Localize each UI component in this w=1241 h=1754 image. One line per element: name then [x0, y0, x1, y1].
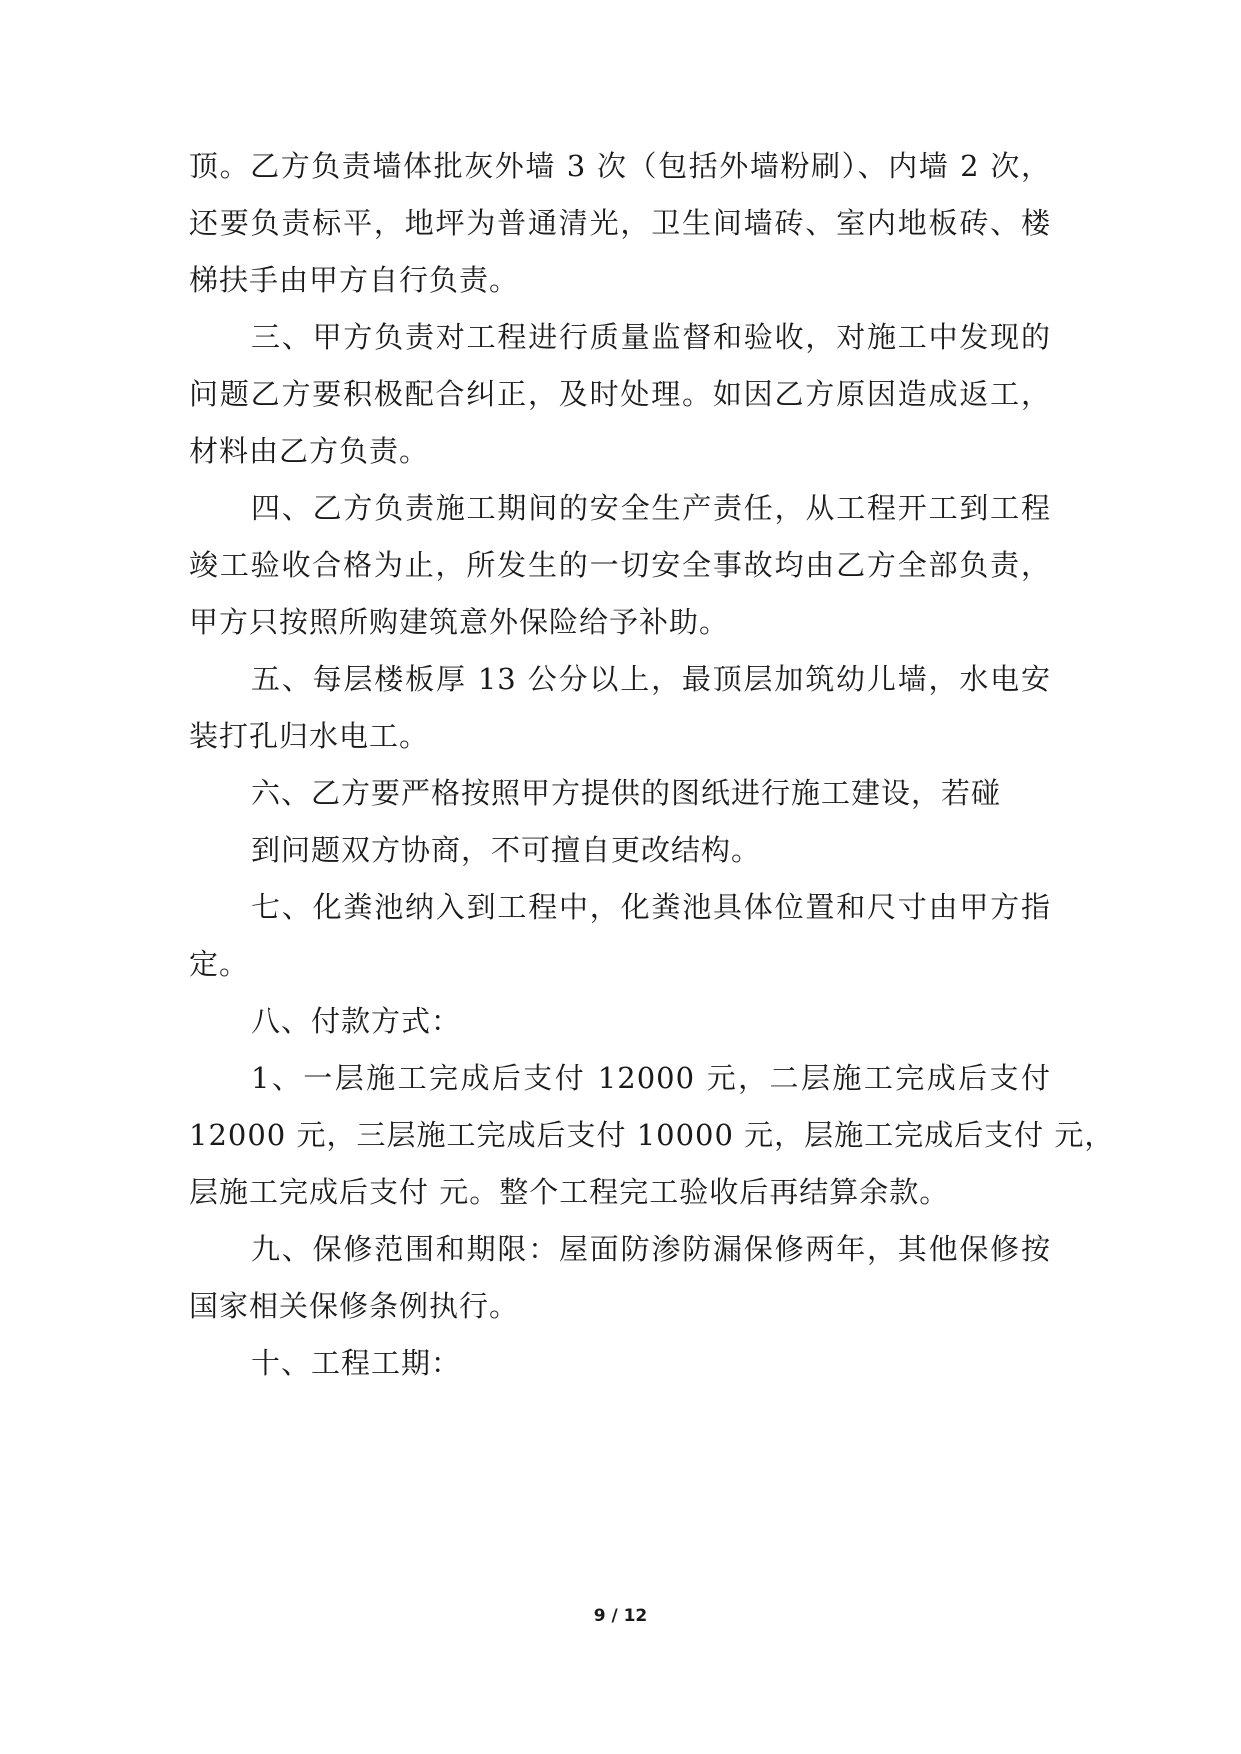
text-line: 还要负责标平，地坪为普通清光，卫生间墙砖、室内地板砖、楼: [189, 206, 1051, 240]
text-line: 装打孔归水电工。: [189, 719, 430, 753]
text-line: 12000 元，三层施工完成后支付 10000 元，层施工完成后支付 元，: [189, 1118, 1115, 1152]
text-line: 五、每层楼板厚 13 公分以上，最顶层加筑幼儿墙，水电安: [251, 662, 1051, 696]
text-line: 八、付款方式：: [251, 1004, 462, 1038]
text-line: 九、保修范围和期限：屋面防渗防漏保修两年，其他保修按: [251, 1232, 1051, 1266]
text-line: 十、工程工期：: [251, 1346, 462, 1380]
page-number: 9 / 12: [593, 1606, 648, 1626]
text-line: 到问题双方协商，不可擅自更改结构。: [251, 833, 762, 867]
text-line: 1、一层施工完成后支付 12000 元，二层施工完成后支付: [251, 1061, 1051, 1095]
text-line: 梯扶手由甲方自行负责。: [189, 263, 520, 297]
text-line: 六、乙方要严格按照甲方提供的图纸进行施工建设，若碰: [251, 776, 1002, 810]
text-line: 顶。乙方负责墙体批灰外墙 3 次（包括外墙粉刷）、内墙 2 次，: [189, 149, 1051, 183]
text-line: 层施工完成后支付 元。整个工程完工验收后再结算余款。: [189, 1175, 950, 1209]
text-line: 竣工验收合格为止，所发生的一切安全事故均由乙方全部负责，: [189, 548, 1051, 582]
text-line: 七、化粪池纳入到工程中，化粪池具体位置和尺寸由甲方指: [251, 890, 1051, 924]
text-line: 定。: [189, 947, 250, 981]
text-line: 三、甲方负责对工程进行质量监督和验收，对施工中发现的: [251, 320, 1051, 354]
text-line: 问题乙方要积极配合纠正，及时处理。如因乙方原因造成返工，: [189, 377, 1051, 411]
text-line: 甲方只按照所购建筑意外保险给予补助。: [189, 605, 730, 639]
text-line: 国家相关保修条例执行。: [189, 1289, 520, 1323]
text-line: 四、乙方负责施工期间的安全生产责任，从工程开工到工程: [251, 491, 1051, 525]
text-line: 材料由乙方负责。: [189, 434, 430, 468]
